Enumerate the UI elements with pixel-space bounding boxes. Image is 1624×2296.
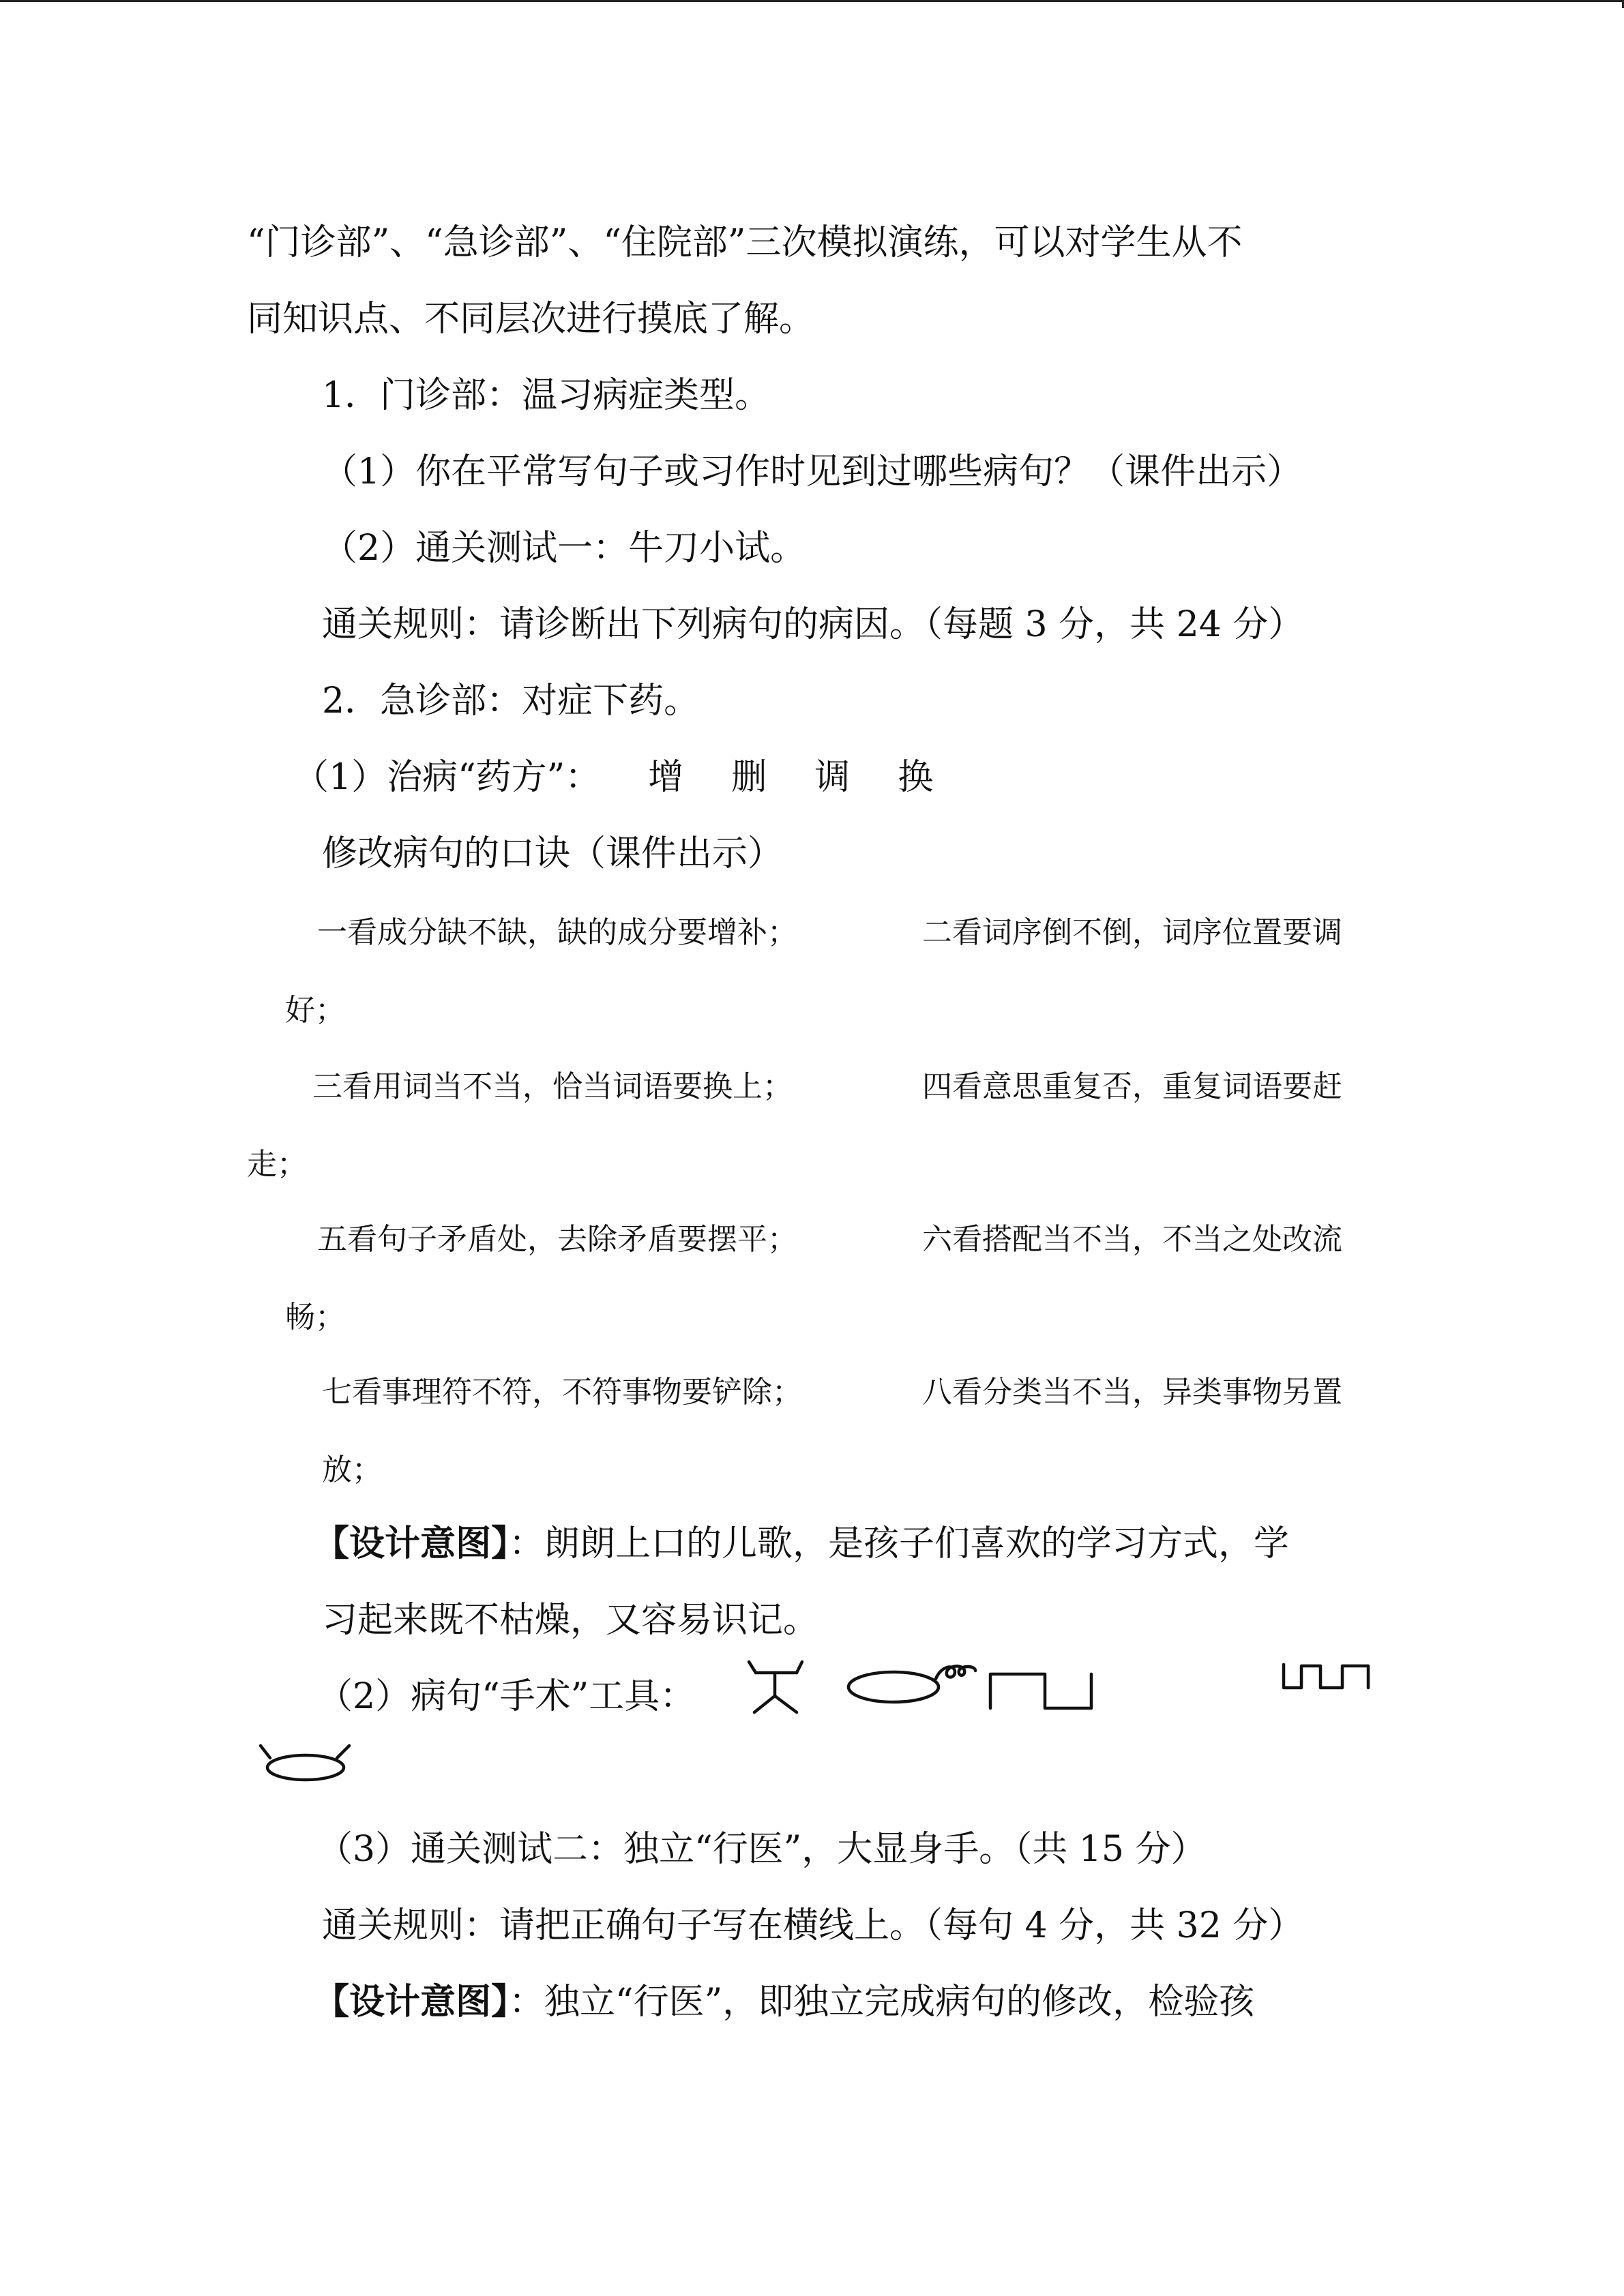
method-add: 增: [648, 757, 684, 798]
rhyme-left: 五看句子矛盾处，去除矛盾要摆平；: [317, 1222, 797, 1257]
tools-line: （2）病句“手术”工具：: [317, 1676, 696, 1717]
design-intent: [314, 1982, 1255, 2023]
question-line: （3）通关测试二：独立“行医”，大显身手。（共 15 分）: [317, 1829, 1207, 1870]
rhyme-left: 三看用词当不当，恰当词语要换上；: [312, 1069, 793, 1104]
delete-mark-icon: [846, 1656, 982, 1710]
rhyme-wrap: 畅；: [285, 1300, 345, 1335]
design-intent-continued: 习起来既不枯燥，又容易识记。: [322, 1600, 819, 1641]
swap-mark-icon: [1281, 1660, 1373, 1701]
rhyme-left: 一看成分缺不缺，缺的成分要增补；: [317, 915, 797, 950]
design-intent-label: 【设计意图】: [314, 1982, 510, 2023]
rhyme-wrap: 好；: [285, 993, 345, 1028]
insert-mark-icon: [743, 1654, 805, 1722]
method-delete: 删: [731, 757, 767, 798]
page-top-border: [0, 0, 1624, 2]
rhyme-wrap: 放；: [322, 1452, 382, 1487]
rule-line: 通关规则：请诊断出下列病句的病因。（每题 3 分，共 24 分）: [322, 604, 1304, 645]
paragraph-line: “门诊部”、“急诊部”、“住院部”三次模拟演练，可以对学生从不: [247, 222, 1243, 263]
design-intent-label: 【设计意图】: [314, 1523, 510, 1564]
design-intent-text: ：独立“行医”，即独立完成病句的修改，检验孩: [509, 1982, 1255, 2023]
rule-line: 通关规则：请把正确句子写在横线上。（每句 4 分，共 32 分）: [322, 1905, 1304, 1946]
paragraph-line: 同知识点、不同层次进行摸底了解。: [247, 299, 815, 340]
question-line: （1）你在平常写句子或习作时见到过哪些病句？（课件出示）: [322, 451, 1303, 492]
rhyme-left: 七看事理符不符，不符事物要铲除；: [322, 1375, 802, 1410]
rhyme-right: 二看词序倒不倒，词序位置要调: [922, 915, 1342, 950]
rhyme-right: 四看意思重复否，重复词语要赶: [922, 1069, 1342, 1104]
prescription-prefix: （1）治病“药方”：: [293, 757, 601, 798]
design-intent-text: ：朗朗上口的儿歌，是孩子们喜欢的学习方式，学: [509, 1523, 1290, 1564]
method-replace: 换: [898, 757, 934, 798]
rhyme-right: 六看搭配当不当，不当之处改流: [922, 1222, 1342, 1257]
rhyme-right: 八看分类当不当，异类事物另置: [922, 1375, 1342, 1410]
method-reorder: 调: [814, 757, 851, 798]
prescription-line: [293, 757, 934, 798]
reorder-mark-icon: [988, 1666, 1097, 1714]
rhyme-wrap: 走；: [247, 1147, 307, 1182]
replace-mark-icon: [258, 1738, 353, 1785]
rhyme-title: 修改病句的口诀（课件出示）: [322, 833, 784, 874]
section-heading: 1．门诊部：温习病症类型。: [322, 375, 771, 416]
question-line: （2）通关测试一：牛刀小试。: [322, 528, 806, 569]
section-heading: 2．急诊部：对症下药。: [322, 681, 700, 721]
design-intent: [314, 1523, 1290, 1564]
